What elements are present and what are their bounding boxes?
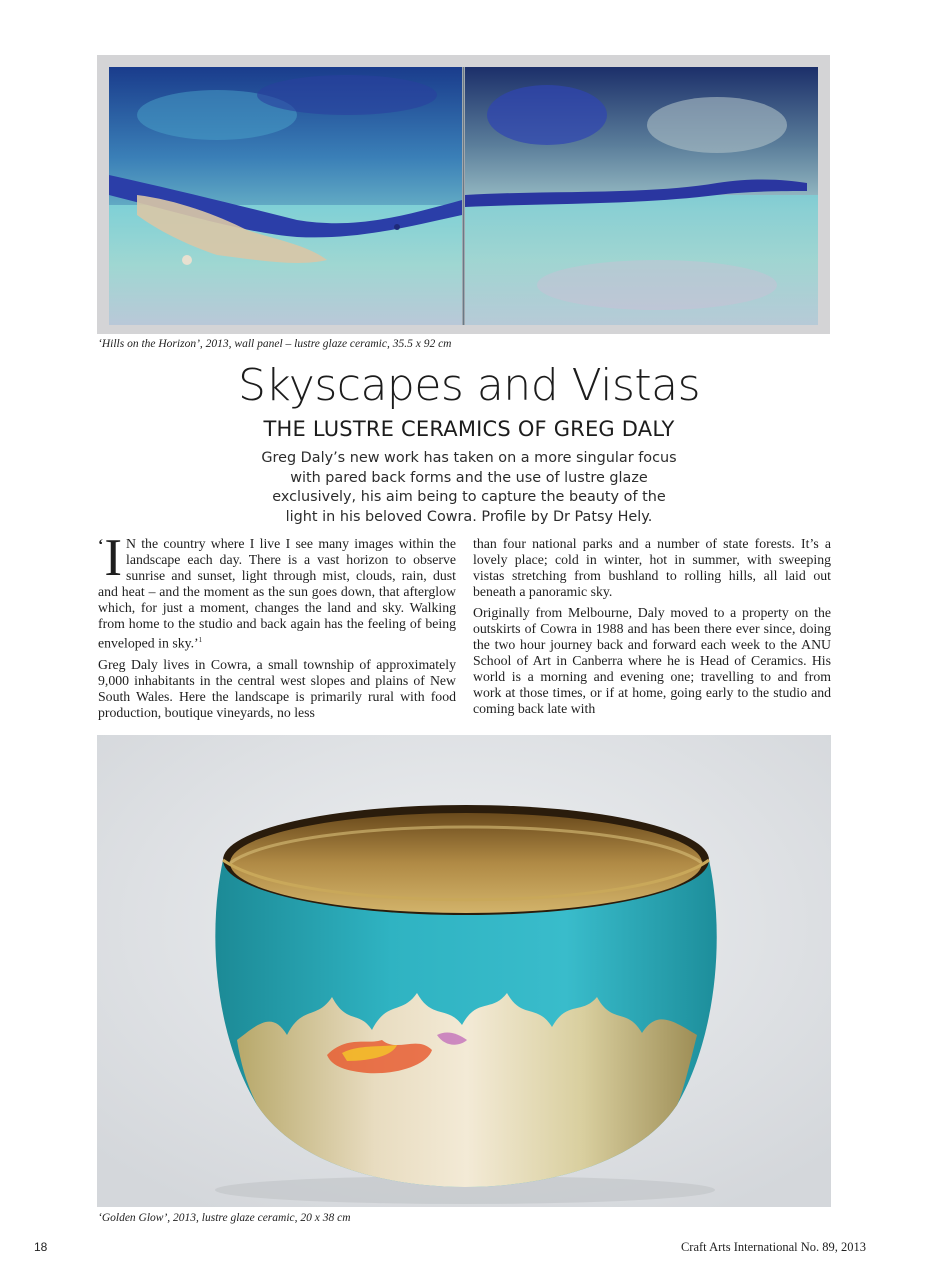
paragraph-3: than four national parks and a number of state forests. It’s a lovely place; cold in winter, hot in summer, with sweeping vistas stretching from bushland to rolling hills, all laid out beneath a panoramic sky. (473, 536, 831, 599)
drop-cap: I (104, 529, 122, 587)
paragraph-1-text: N the country where I live I see many images within the landscape each day. There is a vast horizon to observe sunrise and sunset, light through mist, clouds, rain, dust and heat – and the moment as the sun goes down, that afterglow which, for just a moment, changes the land and sky. Walking from home to the studio and back again has the feeling of being enveloped in sky.’ (98, 536, 456, 651)
opening-quote-mark: ‘ (98, 537, 104, 554)
paragraph-opening (98, 529, 456, 652)
top-figure-caption: ‘Hills on the Horizon’, 2013, wall panel – lustre glaze ceramic, 35.5 x 92 cm (98, 338, 452, 350)
body-column-right (473, 536, 831, 722)
body-column-left (98, 529, 456, 726)
bottom-figure-caption: ‘Golden Glow’, 2013, lustre glaze ceramic, 20 x 38 cm (98, 1212, 351, 1224)
publication-folio: Craft Arts International No. 89, 2013 (680, 1240, 866, 1254)
article-intro: Greg Daly’s new work has taken on a more singular focus with pared back forms and the use of lustre glaze exclusively, his aim being to capture the beauty of the light in his beloved Cowra. Profile by Dr Patsy Hely. (261, 450, 677, 525)
paragraph-2: Greg Daly lives in Cowra, a small township of approximately 9,000 inhabitants in the central west slopes and plains of New South Wales. Here the landscape is primarily rural with food production, boutique vineyards, no less (98, 656, 456, 720)
article-title: Skyscapes and Vistas (237, 360, 701, 411)
article-subtitle: THE LUSTRE CERAMICS OF GREG DALY (263, 417, 675, 441)
paragraph-4: Originally from Melbourne, Daly moved to a property on the outskirts of Cowra in 1988 and has been there ever since, doing the two hour journey back and forward each week to the ANU School of Art in Canberra where he is Head of Ceramics. His world is a morning and evening one; travelling to and from work at those times, or if at home, going early to the studio and coming back late with (473, 605, 831, 716)
bowl-photo (97, 735, 831, 1207)
page-number: 18 (34, 1240, 48, 1254)
footnote-mark: 1 (198, 636, 203, 644)
wall-panel-photo (97, 55, 830, 334)
